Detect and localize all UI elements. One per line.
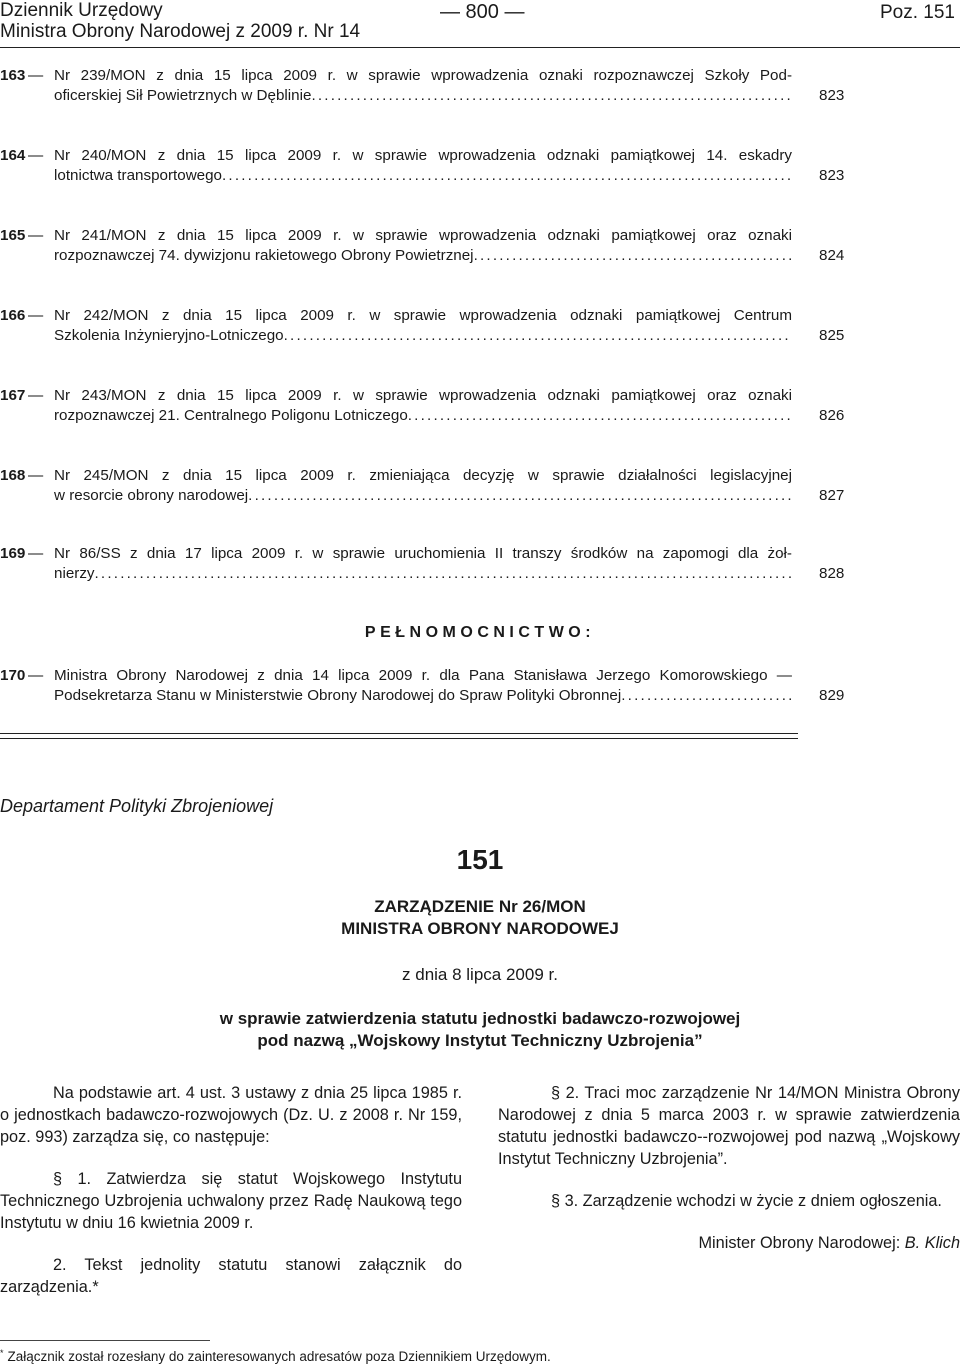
toc-leader bbox=[222, 166, 792, 186]
toc-entry-number: 168 bbox=[0, 467, 26, 484]
paragraph-2: § 2. Traci moc zarządzenie Nr 14/MON Ministra Obrony Narodowej z dnia 5 marca 2003 r. w sprawie zatwierdzenia statutu jednostki badawczo--rozwojowej pod nazwą „Wojskowy Instytut Techniczny Uzbrojenia”. bbox=[498, 1084, 960, 1168]
toc-entry-line2: rozpoznawczej 74. dywizjonu rakietowego Obrony Powietrznej bbox=[54, 247, 474, 264]
toc-entry-line2: nierzy bbox=[54, 565, 95, 582]
journal-issue: Ministra Obrony Narodowej z 2009 r. Nr 14 bbox=[0, 21, 361, 42]
order-subject-line2: pod nazwą „Wojskowy Instytut Techniczny Uzbrojenia” bbox=[257, 1031, 703, 1050]
toc-entry-page: 829 bbox=[819, 687, 845, 704]
toc-entry-line2: lotnictwa transportowego bbox=[54, 167, 222, 184]
toc-dash: — bbox=[28, 467, 44, 484]
position-number: Poz. 151 bbox=[880, 2, 955, 23]
order-title bbox=[0, 896, 960, 940]
toc-entry-line1: Nr 245/MON z dnia 15 lipca 2009 r. zmieniająca decyzję w sprawie działalności legislacyjnej bbox=[54, 467, 792, 484]
toc-leader bbox=[474, 246, 792, 266]
toc-leader bbox=[284, 326, 792, 346]
section-heading: PEŁNOMOCNICTWO: bbox=[364, 624, 596, 641]
toc-leader bbox=[311, 86, 792, 106]
header-rule bbox=[0, 47, 960, 48]
toc-entry-line1: Nr 86/SS z dnia 17 lipca 2009 r. w sprawie uruchomienia II transzy środków na zapomogi dla żoł- bbox=[54, 545, 792, 562]
order-title-line2: MINISTRA OBRONY NARODOWEJ bbox=[341, 919, 619, 938]
order-position-number: 151 bbox=[456, 844, 504, 875]
signature bbox=[498, 1232, 960, 1254]
signature-name: B. Klich bbox=[904, 1234, 960, 1252]
order-date: z dnia 8 lipca 2009 r. bbox=[402, 965, 558, 984]
toc-dash: — bbox=[28, 545, 44, 562]
toc-entry-page: 828 bbox=[819, 565, 845, 582]
toc-entry-line2: Szkolenia Inżynieryjno-Lotniczego bbox=[54, 327, 284, 344]
toc-entry-number: 170 bbox=[0, 667, 26, 684]
paragraph-3: § 3. Zarządzenie wchodzi w życie z dniem ogłoszenia. bbox=[551, 1192, 942, 1210]
toc-entry-line1: Nr 242/MON z dnia 15 lipca 2009 r. w sprawie wprowadzenia odznaki pamiątkowej Centrum bbox=[54, 307, 792, 324]
paragraph-1: § 1. Zatwierdza się statut Wojskowego Instytutu Technicznego Uzbrojenia uchwalony przez Radę Naukową tego Instytutu w dniu 16 kwietnia 2009 r. bbox=[0, 1170, 462, 1232]
toc-entry-number: 167 bbox=[0, 387, 26, 404]
toc-entry-line2: rozpoznawczej 21. Centralnego Poligonu Lotniczego bbox=[54, 407, 408, 424]
toc-entry-line1: Nr 239/MON z dnia 15 lipca 2009 r. w sprawie wprowadzenia oznaki rozpoznawczej Szkoły Pod- bbox=[54, 67, 792, 84]
toc-dash: — bbox=[28, 307, 44, 324]
toc-entry-line1: Nr 243/MON z dnia 15 lipca 2009 r. w sprawie wprowadzenia odznaki pamiątkowej oraz oznaki bbox=[54, 387, 792, 404]
toc-entry-number: 163 bbox=[0, 67, 26, 84]
paragraph-1-2: 2. Tekst jednolity statutu stanowi załącznik do zarządzenia.* bbox=[0, 1256, 462, 1296]
toc-leader bbox=[248, 486, 792, 506]
toc-leader bbox=[95, 564, 792, 584]
body-left-column bbox=[0, 1082, 462, 1298]
toc-entry-number: 165 bbox=[0, 227, 26, 244]
toc-entry-page: 826 bbox=[819, 407, 845, 424]
journal-title: Dziennik Urzędowy bbox=[0, 0, 163, 21]
order-title-line1: ZARZĄDZENIE Nr 26/MON bbox=[374, 897, 586, 916]
toc-entry-number: 169 bbox=[0, 545, 26, 562]
toc-leader bbox=[408, 406, 792, 426]
footnote-text: Załącznik został rozesłany do zainteresowanych adresatów poza Dziennikiem Urzędowym. bbox=[7, 1349, 551, 1364]
toc-dash: — bbox=[28, 387, 44, 404]
signature-label: Minister Obrony Narodowej: bbox=[698, 1234, 901, 1252]
toc-dash: — bbox=[28, 67, 44, 84]
page-number: — 800 — bbox=[440, 1, 525, 23]
section-divider bbox=[0, 733, 798, 739]
footnote-marker: * bbox=[0, 1348, 4, 1358]
toc-entry-number: 166 bbox=[0, 307, 26, 324]
toc-entry-page: 823 bbox=[819, 87, 845, 104]
footnote bbox=[0, 1348, 551, 1364]
toc-entry-page: 825 bbox=[819, 327, 845, 344]
journal-header bbox=[0, 0, 360, 42]
toc-entry-line1: Ministra Obrony Narodowej z dnia 14 lipca 2009 r. dla Pana Stanisława Jerzego Komorowskiego — bbox=[54, 667, 792, 684]
intro-paragraph: Na podstawie art. 4 ust. 3 ustawy z dnia 25 lipca 1985 r. o jednostkach badawczo-rozwojowych (Dz. U. z 2008 r. Nr 159, poz. 993) zarządza się, co następuje: bbox=[0, 1084, 462, 1146]
toc-entry-page: 824 bbox=[819, 247, 845, 264]
toc-entry-line2: oficerskiej Sił Powietrznych w Dęblinie bbox=[54, 87, 312, 104]
toc-entry-page: 827 bbox=[819, 487, 845, 504]
department-name: Departament Polityki Zbrojeniowej bbox=[0, 796, 274, 816]
toc-dash: — bbox=[28, 667, 44, 684]
toc-entry-number: 164 bbox=[0, 147, 26, 164]
toc-entry-line1: Nr 240/MON z dnia 15 lipca 2009 r. w sprawie wprowadzenia odznaki pamiątkowej 14. eskadry bbox=[54, 147, 792, 164]
toc-dash: — bbox=[28, 147, 44, 164]
toc-dash: — bbox=[28, 227, 44, 244]
footnote-rule bbox=[0, 1340, 210, 1341]
body-right-column bbox=[498, 1082, 960, 1254]
order-subject bbox=[0, 1008, 960, 1052]
toc-entry-line2: Podsekretarza Stanu w Ministerstwie Obrony Narodowej do Spraw Polityki Obronnej bbox=[54, 687, 622, 704]
toc-leader bbox=[621, 686, 792, 706]
toc-entry-line2: w resorcie obrony narodowej bbox=[54, 487, 249, 504]
order-subject-line1: w sprawie zatwierdzenia statutu jednostki badawczo-rozwojowej bbox=[219, 1009, 741, 1028]
toc-entry-page: 823 bbox=[819, 167, 845, 184]
toc-entry-line1: Nr 241/MON z dnia 15 lipca 2009 r. w sprawie wprowadzenia odznaki pamiątkowej oraz oznaki bbox=[54, 227, 792, 244]
